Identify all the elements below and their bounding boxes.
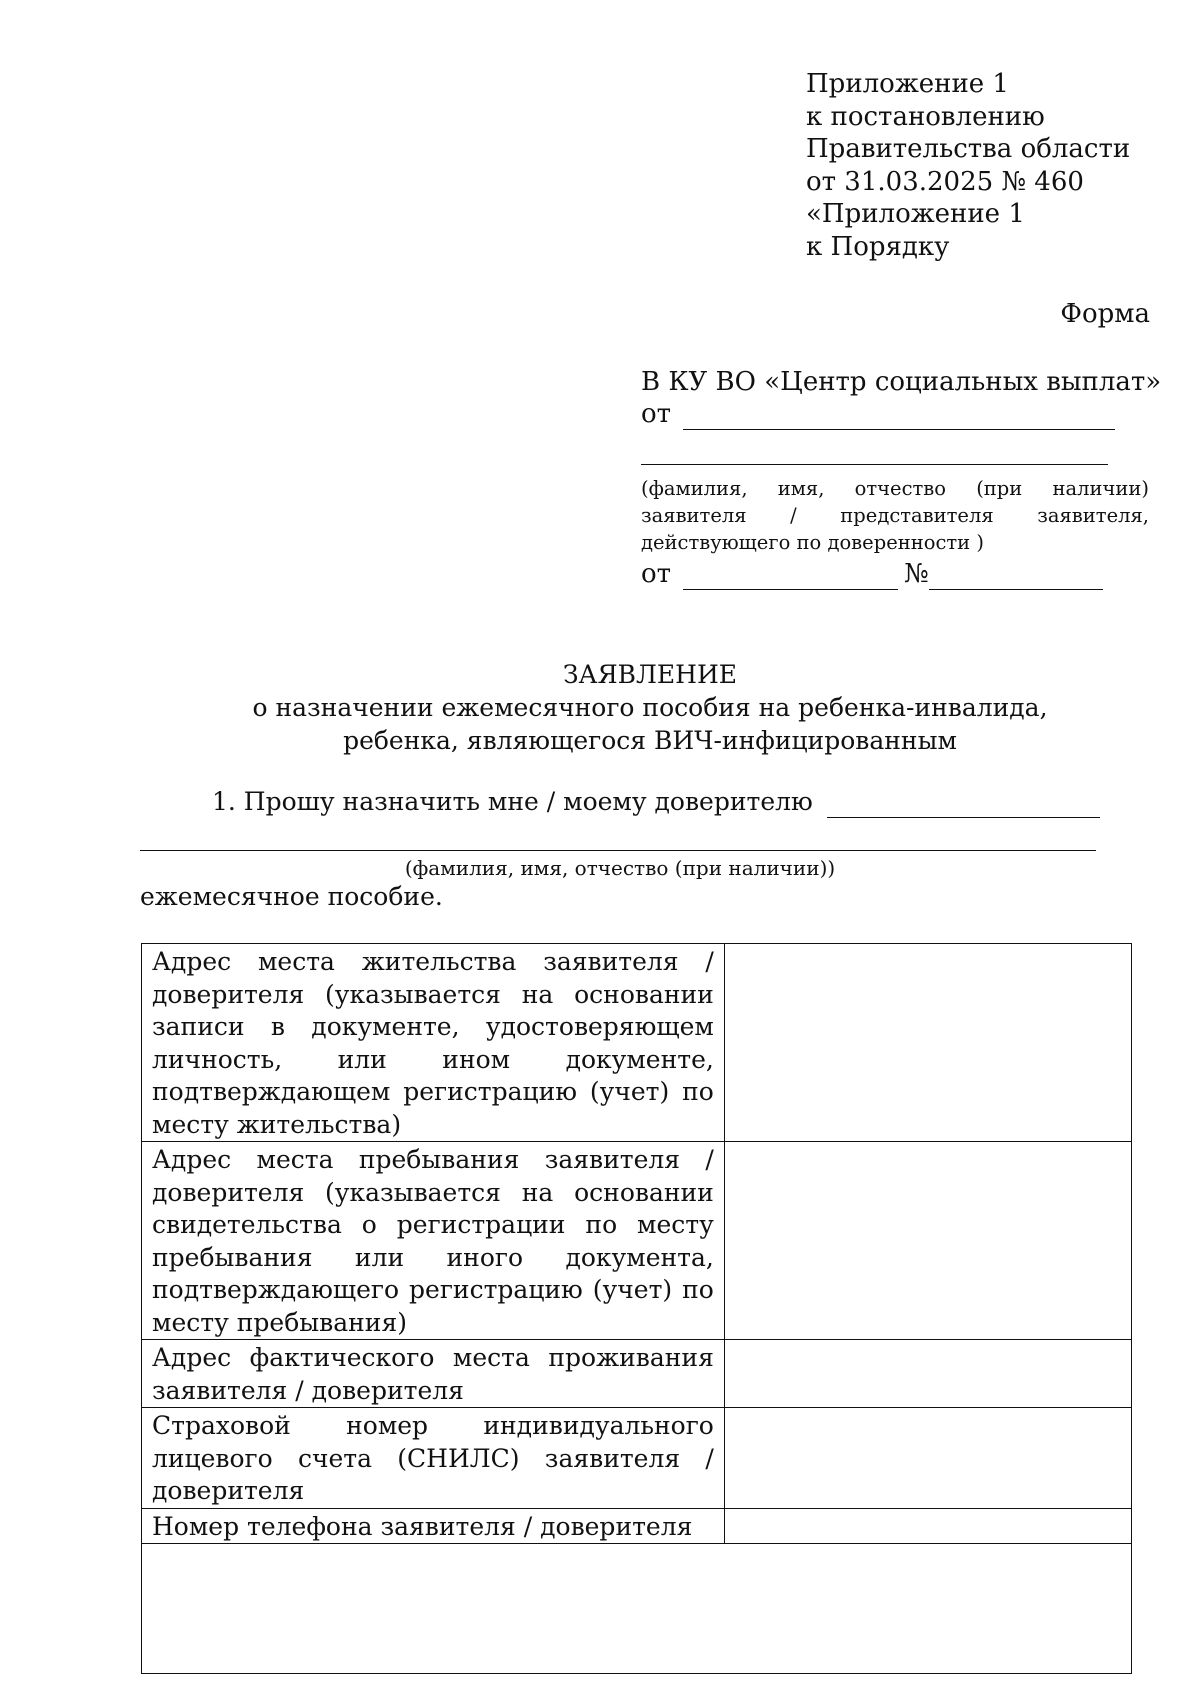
document-subtitle-line: о назначении ежемесячного пособия на ребенка-инвалида,	[252, 693, 1048, 722]
table-footer-cell[interactable]	[142, 1544, 1132, 1674]
request-text: 1. Прошу назначить мне / моему доверителю	[212, 787, 813, 816]
appendix-line: «Приложение 1	[806, 199, 1025, 229]
addressee-block	[641, 366, 1162, 590]
applicant-name-field-continued[interactable]	[641, 440, 1108, 465]
appendix-line: к постановлению	[806, 101, 1045, 132]
table-label-cell: Адрес места жительства заявителя / доверителя (указывается на основании записи в документе, удостоверяющем личность, или ином документе, подтверждающем регистрацию (учет) по месту жительства)	[142, 944, 725, 1142]
trustee-name-field[interactable]	[827, 793, 1100, 818]
request-tail: ежемесячное пособие.	[140, 882, 443, 911]
table-row	[142, 1544, 1132, 1674]
appendix-reference	[806, 68, 1130, 263]
request-paragraph	[140, 786, 1100, 913]
appendix-line: Правительства области	[806, 134, 1131, 164]
applicant-info-table	[141, 943, 1132, 1674]
table-row	[142, 1408, 1132, 1509]
table-label-cell: Адрес места пребывания заявителя / доверителя (указывается на основании свидетельства о регистрации по месту пребывания или иного документа, подтверждающего регистрацию (учет) по месту пребывания)	[142, 1142, 725, 1340]
trustee-name-field-continued[interactable]	[140, 826, 1096, 851]
phone-field[interactable]	[724, 1508, 1131, 1544]
residence-address-field[interactable]	[724, 944, 1131, 1142]
request-line	[140, 786, 1100, 818]
actual-address-field[interactable]	[724, 1340, 1131, 1408]
document-title: ЗАЯВЛЕНИЕ	[562, 660, 738, 689]
attorney-date-field[interactable]	[683, 565, 898, 590]
from-label: от	[641, 399, 672, 429]
table-row	[142, 1508, 1132, 1544]
addressee-organization: В КУ ВО «Центр социальных выплат»	[641, 367, 1162, 397]
snils-field[interactable]	[724, 1408, 1131, 1509]
form-label: Форма	[1060, 299, 1150, 329]
table-label-cell: Номер телефона заявителя / доверителя	[142, 1508, 725, 1544]
applicant-name-note: (фамилия, имя, отчество (при наличии) заявителя / представителя заявителя, действующего по доверенности )	[641, 477, 1149, 554]
appendix-line: к Порядку	[806, 231, 950, 262]
trustee-name-note: (фамилия, имя, отчество (при наличии))	[404, 856, 836, 880]
applicant-name-field[interactable]	[683, 405, 1115, 430]
document-subtitle-line: ребенка, являющегося ВИЧ-инфицированным	[343, 726, 957, 755]
document-heading	[230, 658, 1070, 757]
number-label: №	[904, 559, 929, 589]
attorney-number-field[interactable]	[929, 565, 1103, 590]
table-row	[142, 944, 1132, 1142]
appendix-line: от 31.03.2025 № 460	[806, 166, 1084, 197]
table-row	[142, 1142, 1132, 1340]
applicant-name-row	[641, 398, 1149, 430]
appendix-line: Приложение 1	[806, 69, 1009, 99]
table-label-cell: Страховой номер индивидуального лицевого счета (СНИЛС) заявителя / доверителя	[142, 1408, 725, 1509]
power-of-attorney-row	[641, 558, 1149, 590]
applicant-name-row-2	[641, 440, 1149, 465]
date-label: от	[641, 559, 672, 589]
table-row	[142, 1340, 1132, 1408]
stay-address-field[interactable]	[724, 1142, 1131, 1340]
table-label-cell: Адрес фактического места проживания заявителя / доверителя	[142, 1340, 725, 1408]
request-line-2	[140, 826, 1100, 851]
